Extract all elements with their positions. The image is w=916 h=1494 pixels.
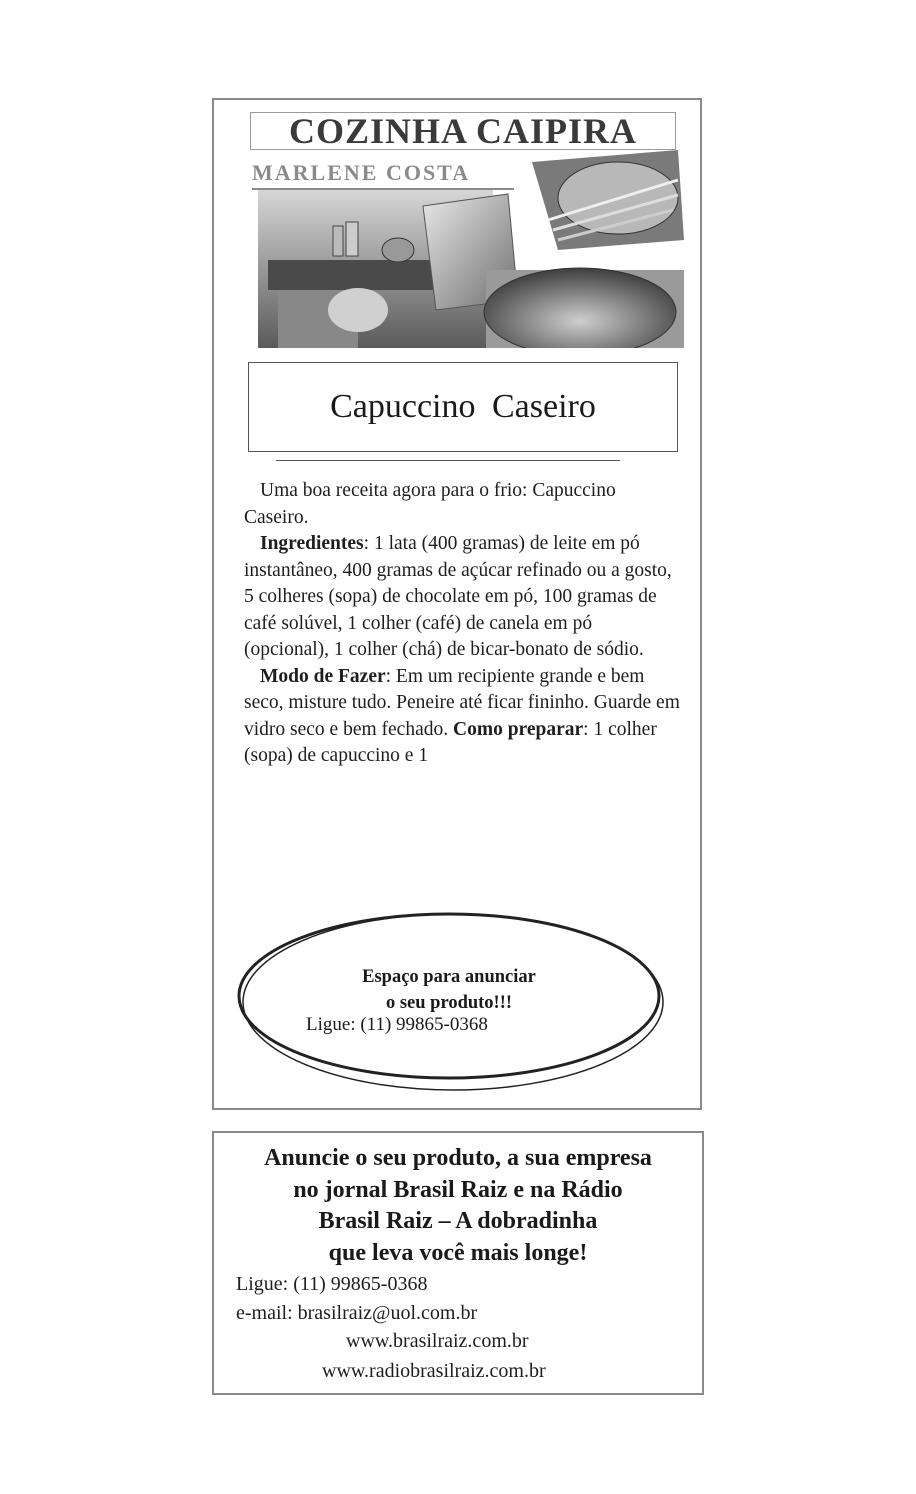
promo-box bbox=[212, 1131, 704, 1395]
recipe-body bbox=[244, 478, 680, 770]
promo-site-1: www.brasilraiz.com.br bbox=[346, 1330, 529, 1352]
recipe-method bbox=[244, 664, 680, 770]
promo-phone: Ligue: (11) 99865-0368 bbox=[236, 1273, 428, 1295]
recipe-title: Capuccino Caseiro bbox=[248, 362, 678, 452]
promo-line1: Anuncie o seu produto, a sua empresa bbox=[264, 1145, 652, 1171]
recipe-intro: Uma boa receita agora para o frio: Capuccino Caseiro. bbox=[244, 480, 616, 528]
recipe-column bbox=[212, 98, 702, 1110]
section-title: COZINHA CAIPIRA bbox=[250, 112, 676, 150]
method-label: Modo de Fazer bbox=[260, 665, 386, 687]
prepare-text: : 1 colher (sopa) de capuccino e 1 bbox=[244, 718, 657, 766]
ad-phone: Ligue: (11) 99865-0368 bbox=[306, 1014, 488, 1035]
promo-line4: que leva você mais longe! bbox=[328, 1239, 588, 1266]
promo-site-2: www.radiobrasilraiz.com.br bbox=[322, 1360, 546, 1382]
method-text: : Em um recipiente grande e bem seco, misture tudo. Peneire até ficar fininho. Guarde em vidro seco e bem fechado. bbox=[244, 665, 680, 740]
ingredients-text: : 1 lata (400 gramas) de leite em pó instantâneo, 400 gramas de açúcar refinado ou a gosto, 5 colheres (sopa) de chocolate em pó, 100 gramas de café solúvel, 1 colher (café) de canela em pó (opcional), 1 colher (chá) de bicar-bonato de sódio. bbox=[244, 533, 672, 660]
recipe-ingredients bbox=[244, 531, 680, 664]
ingredients-label: Ingredientes bbox=[260, 533, 364, 554]
ad-line2: o seu produto!!! bbox=[385, 993, 513, 1013]
prepare-label: Como preparar bbox=[453, 718, 584, 740]
promo-email: e-mail: brasilraiz@uol.com.br bbox=[236, 1302, 478, 1324]
promo-line2: no jornal Brasil Raiz e na Rádio bbox=[293, 1176, 623, 1203]
promo-line3: Brasil Raiz – A dobradinha bbox=[318, 1208, 598, 1234]
title-divider bbox=[276, 460, 620, 461]
column-banner bbox=[248, 110, 688, 348]
author-underline bbox=[252, 188, 514, 190]
promo-heading bbox=[214, 1143, 702, 1269]
ad-space-heading bbox=[334, 964, 564, 1016]
author-name: MARLENE COSTA bbox=[252, 160, 471, 185]
ad-line1: Espaço para anunciar bbox=[362, 967, 536, 987]
